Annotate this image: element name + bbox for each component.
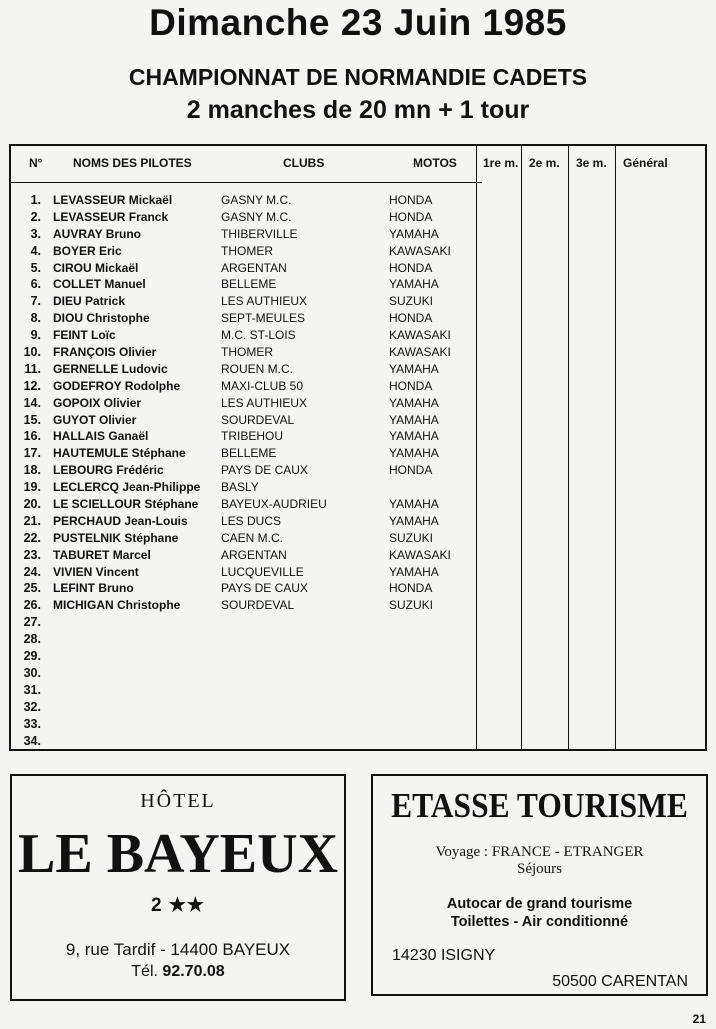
hotel-word: HÔTEL [140,790,216,812]
pilot-moto: HONDA [389,311,433,326]
table-row [11,361,481,378]
pilot-name: DIEU Patrick [53,294,126,309]
hotel-phone-number: 92.70.08 [162,963,225,980]
table-row [11,445,481,462]
pilot-number: 27. [23,615,41,630]
header-general: Général [623,156,668,170]
column-divider [568,146,569,749]
pilot-club: THIBERVILLE [221,226,298,241]
pilot-number: 7. [30,294,41,309]
table-row [11,293,481,310]
pilot-moto: HONDA [389,581,433,596]
table-row [11,395,481,412]
pilot-club: SOURDEVAL [221,412,295,427]
pilot-number: 23. [23,547,41,562]
pilot-club: ARGENTAN [221,547,287,562]
pilot-number: 8. [30,311,41,326]
pilot-name: TABURET Marcel [53,547,151,562]
hotel-advertisement [10,774,346,1001]
pilot-moto: KAWASAKI [389,345,451,360]
pilot-name: BOYER Eric [53,243,122,258]
pilot-name: GODEFROY Rodolphe [53,378,181,393]
etasse-sejours: Séjours [517,861,562,877]
pilot-moto: YAMAHA [389,361,439,376]
etasse-city-isigny: 14230 ISIGNY [392,947,496,964]
column-divider [521,146,522,749]
pilot-club: LES AUTHIEUX [221,294,308,309]
pilot-moto: YAMAHA [389,412,439,427]
header-manche-2: 2e m. [529,156,560,170]
pilot-name: GERNELLE Ludovic [53,361,168,376]
pilot-club: BELLEME [221,446,277,461]
pilot-club: BASLY [221,480,259,495]
table-row [11,276,481,293]
table-row [11,564,481,581]
pilot-number: 29. [23,649,41,664]
pilot-club: TRIBEHOU [221,429,284,444]
pilot-club: BAYEUX-AUDRIEU [221,497,327,512]
pilot-moto: KAWASAKI [389,328,451,343]
pilot-number: 20. [23,497,41,512]
table-row [11,580,481,597]
pilot-name: PERCHAUD Jean-Louis [53,513,188,528]
pilot-number: 28. [23,632,41,647]
table-row [11,716,481,733]
pilot-moto: YAMAHA [389,226,439,241]
pilot-moto: KAWASAKI [389,547,451,562]
pilot-moto: HONDA [389,463,433,478]
table-row [11,479,481,496]
pilot-number: 24. [23,564,41,579]
pilot-club: SEPT-MEULES [221,311,306,326]
table-row [11,733,481,750]
race-format: 2 manches de 20 mn + 1 tour [186,96,530,124]
pilot-club: M.C. ST-LOIS [221,328,296,343]
pilot-number: 34. [23,733,41,748]
table-row [11,378,481,395]
table-row [11,344,481,361]
pilot-number: 30. [23,665,41,680]
pilot-number: 1. [30,193,41,207]
header-manche-3: 3e m. [576,156,607,170]
pilot-club: PAYS DE CAUX [221,581,308,596]
page-number: 21 [692,1012,706,1026]
pilot-number: 10. [23,345,41,360]
championship-title: CHAMPIONNAT DE NORMANDIE CADETS [128,64,588,90]
pilot-club: ROUEN M.C. [221,361,293,376]
table-row [11,699,481,716]
table-row [11,648,481,665]
pilot-club: ARGENTAN [221,260,287,275]
table-row [11,412,481,429]
pilot-number: 22. [23,530,41,545]
pilot-number: 6. [30,277,41,292]
pilot-club: SOURDEVAL [221,598,295,613]
pilot-club: GASNY M.C. [221,193,292,207]
table-row [11,192,481,209]
table-row [11,530,481,547]
pilot-number: 14. [23,395,41,410]
pilot-number: 32. [23,699,41,714]
pilot-number: 33. [23,716,41,731]
table-row [11,597,481,614]
pilot-number: 12. [23,378,41,393]
table-row [11,428,481,445]
pilot-moto: YAMAHA [389,446,439,461]
pilot-moto: YAMAHA [389,277,439,292]
etasse-advertisement [371,774,708,996]
pilot-name: LEFINT Bruno [53,581,134,596]
event-date: Dimanche 23 Juin 1985 [149,2,567,43]
pilot-number: 15. [23,412,41,427]
pilot-moto: YAMAHA [389,513,439,528]
column-divider [615,146,616,749]
pilot-name: PUSTELNIK Stéphane [53,530,179,545]
etasse-voyage: Voyage : FRANCE - ETRANGER [435,844,644,860]
results-table [9,144,707,751]
pilot-club: BELLEME [221,277,277,292]
header-names: NOMS DES PILOTES [73,156,192,170]
pilot-name: CIROU Mickaël [53,260,139,275]
table-row [11,496,481,513]
table-row [11,547,481,564]
pilot-name: LE SCIELLOUR Stéphane [53,497,199,512]
table-row [11,209,481,226]
pilot-number: 26. [23,598,41,613]
pilot-club: PAYS DE CAUX [221,463,308,478]
table-row [11,310,481,327]
pilot-club: THOMER [221,243,273,258]
etasse-autocar: Autocar de grand tourisme [446,896,633,912]
etasse-title: ETASSE TOURISME [391,786,688,825]
pilot-club: LUCQUEVILLE [221,564,304,579]
pilot-club: MAXI-CLUB 50 [221,378,304,393]
pilot-number: 2. [30,209,41,224]
pilot-name: DIOU Christophe [53,311,150,326]
pilot-moto: HONDA [389,260,433,275]
pilot-name: FRANÇOIS Olivier [53,345,157,360]
pilot-moto: SUZUKI [389,598,434,613]
pilot-moto: HONDA [389,209,433,224]
table-row [11,682,481,699]
pilot-number: 25. [23,581,41,596]
table-row [11,614,481,631]
pilot-name: LECLERCQ Jean-Philippe [53,480,201,495]
pilot-name: FEINT Loïc [53,328,116,343]
pilot-moto: HONDA [389,193,433,207]
pilot-list [11,192,481,749]
table-row [11,327,481,344]
pilot-number: 31. [23,682,41,697]
pilot-name: LEVASSEUR Franck [53,209,169,224]
table-row [11,243,481,260]
pilot-club: CAEN M.C. [221,530,284,545]
pilot-number: 21. [23,513,41,528]
etasse-amenities: Toilettes - Air conditionné [450,914,629,930]
table-row [11,513,481,530]
pilot-club: GASNY M.C. [221,209,292,224]
hotel-name: LE BAYEUX [17,823,339,885]
pilot-name: HAUTEMULE Stéphane [53,446,186,461]
header-clubs: CLUBS [283,156,325,170]
pilot-number: 11. [24,361,41,376]
etasse-city-carentan: 50500 CARENTAN [552,973,688,990]
hotel-phone [12,963,344,981]
hotel-phone-label: Tél. [131,963,158,980]
header-divider [11,182,482,183]
table-row [11,260,481,277]
header-manche-1: 1re m. [483,156,519,170]
pilot-name: HALLAIS Ganaël [53,429,149,444]
pilot-name: MICHIGAN Christophe [53,598,181,613]
table-row [11,462,481,479]
pilot-number: 9. [30,328,41,343]
pilot-moto: YAMAHA [389,429,439,444]
header-num: N° [29,156,43,170]
pilot-club: THOMER [221,345,273,360]
pilot-moto: YAMAHA [389,497,439,512]
pilot-name: LEBOURG Frédéric [53,463,164,478]
table-row [11,631,481,648]
pilot-number: 17. [23,446,41,461]
pilot-moto: YAMAHA [389,564,439,579]
pilot-moto: KAWASAKI [389,243,451,258]
pilot-moto: YAMAHA [389,395,439,410]
pilot-moto: SUZUKI [389,530,434,545]
pilot-name: GOPOIX Olivier [53,395,142,410]
pilot-number: 18. [23,463,41,478]
pilot-number: 16. [23,429,41,444]
pilot-name: COLLET Manuel [53,277,146,292]
pilot-number: 19. [23,480,41,495]
pilot-number: 4. [30,243,41,258]
pilot-moto: HONDA [389,378,433,393]
hotel-address: 9, rue Tardif - 14400 BAYEUX [65,940,291,959]
pilot-moto: SUZUKI [389,294,434,309]
table-row [11,665,481,682]
pilot-club: LES AUTHIEUX [221,395,308,410]
header-motos: MOTOS [413,156,457,170]
pilot-number: 3. [30,226,41,241]
pilot-name: LEVASSEUR Mickaël [53,193,173,207]
hotel-stars: 2 ★★ [151,895,205,916]
table-row [11,226,481,243]
pilot-name: GUYOT Olivier [53,412,137,427]
pilot-name: VIVIEN Vincent [53,564,139,579]
pilot-name: AUVRAY Bruno [53,226,142,241]
pilot-number: 5. [30,260,41,275]
pilot-club: LES DUCS [221,513,282,528]
